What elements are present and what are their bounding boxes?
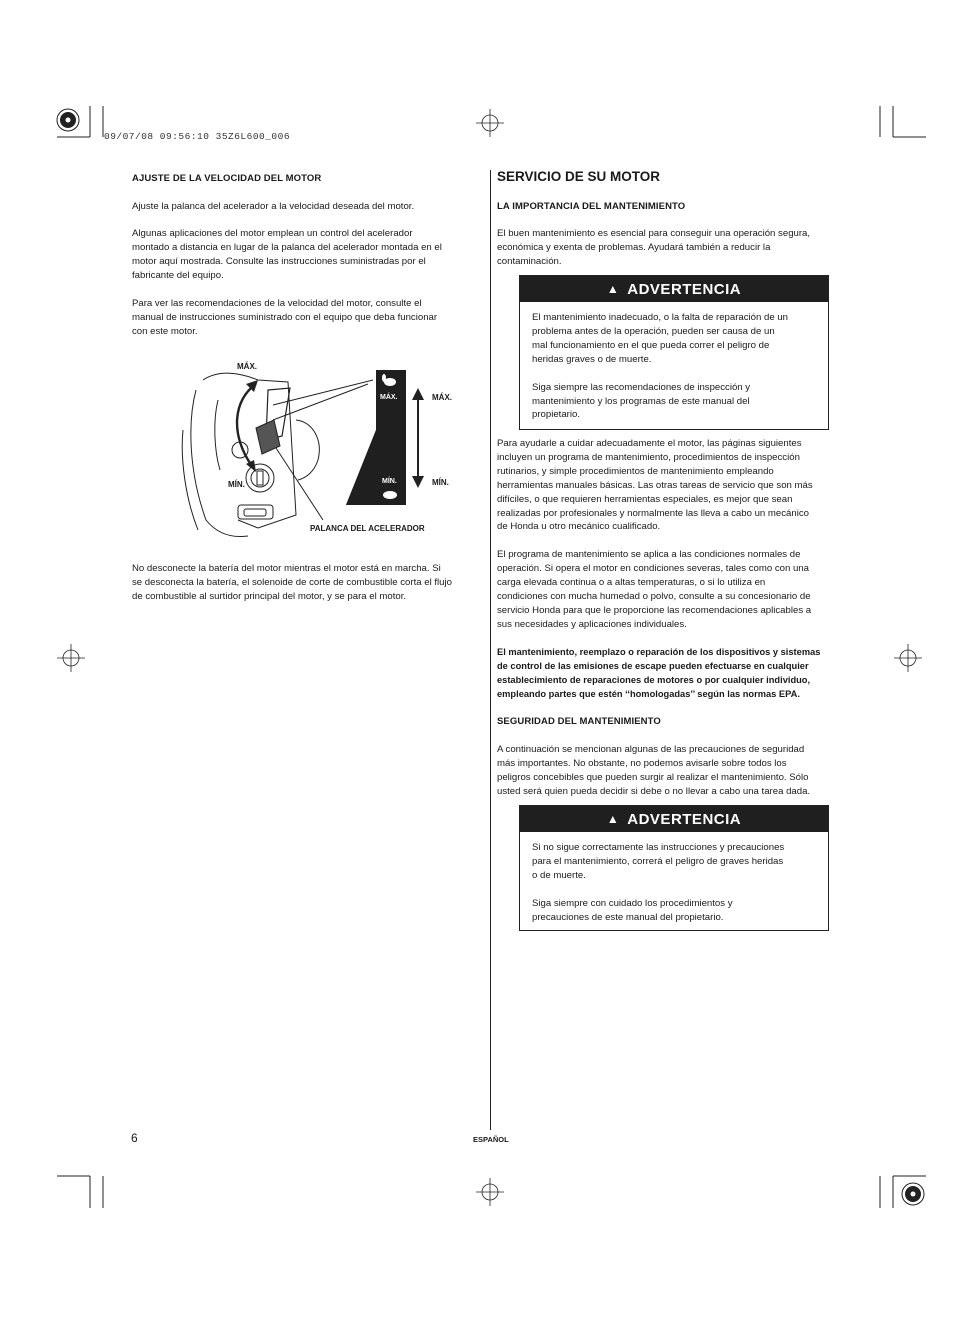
maintenance-safety-heading: SEGURIDAD DEL MANTENIMIENTO [497,716,661,727]
fig-min-right-label: MÍN. [432,478,449,487]
warning-title-2: ADVERTENCIA [627,810,742,828]
engine-speed-heading: AJUSTE DE LA VELOCIDAD DEL MOTOR [132,173,322,184]
section-title: SERVICIO DE SU MOTOR [497,169,661,184]
fig-max-left-label: MÁX. [237,362,257,371]
right-paragraph-5: A continuación se mencionan algunas de las precauciones de seguridad más importantes. No obstante, no podemos avisarle sobre todos los peligros concebibles que pueden surgir al realizar el mantenimiento. Sólo usted será quien pueda decidir si debe o no llevar a cabo una tarea dada. [497,744,811,797]
emissions-notice: El mantenimiento, reemplazo o reparación de los dispositivos y sistemas de control de las emisiones de escape pueden efectuarse en cualquier establecimiento de reparaciones de motores o por cualquier individuo, empleando partes que estén ‘‘homologadas’’ según las normas EPA. [497,647,821,699]
fig-min-left-label: MÍN. [228,480,245,489]
plate-min-label: MÍN. [382,478,397,485]
warning-body-1 [520,302,828,430]
right-paragraph-3: El programa de mantenimiento se aplica a las condiciones normales de operación. Si opera el motor en condiciones severas, tales como con una carga elevada continua o a altas temperaturas, o si lo utiliza en condiciones con mucha humedad o polvo, consulte a su concesionario de servicio Honda para que le proporcione las recomendaciones aplicables a sus necesidades y aplicaciones individuales. [497,549,812,630]
language-label: ESPAÑOL [473,1135,509,1144]
warning-triangle-icon: ▲ [606,282,620,296]
left-paragraph-3: Para ver las recomendaciones de la velocidad del motor, consulte el manual de instrucciones suministrado con el equipo que deba funcionar con este motor. [132,298,438,337]
warning-header-1 [520,276,828,302]
throttle-lever-label: PALANCA DEL ACELERADOR [310,524,425,533]
left-paragraph-1: Ajuste la palanca del acelerador a la velocidad deseada del motor. [132,201,415,212]
left-paragraph-2: Algunas aplicaciones del motor emplean un control del acelerador montado a distancia en lugar de la palanca del acelerador montada en el motor aquí mostrada. Consulte las instrucciones suministradas por el fabricante del equipo. [132,228,442,281]
print-stamp: 09/07/08 09:56:10 35Z6L600_006 [104,131,291,142]
fig-max-right-label: MÁX. [432,393,452,402]
page-number: 6 [131,1131,138,1145]
warning-header-2 [520,806,828,832]
warning-body-2 [520,832,828,933]
warning-title-1: ADVERTENCIA [627,280,742,298]
plate-max-label: MÁX. [380,394,398,401]
throttle-lever-illustration [178,360,478,540]
column-divider [490,170,491,1130]
warning-box-2 [519,805,829,931]
warning1-paragraph-1: El mantenimiento inadecuado, o la falta de reparación de un problema antes de la operación, pueden ser causa de un mal funcionamiento en el que pueda correr el peligro de heridas graves o de muerte. [532,312,789,365]
left-paragraph-4: No desconecte la batería del motor mientras el motor está en marcha. Si se desconecta la batería, el solenoide de corte de combustible corta el flujo de combustible al surtidor principal del motor, y se para el motor. [132,563,452,602]
warning1-paragraph-2: Siga siempre las recomendaciones de inspección y mantenimiento y los programas de este manual del propietario. [532,381,751,421]
warning2-paragraph-2: Siga siempre con cuidado los procedimientos y precauciones de este manual del propietario. [532,897,733,923]
right-paragraph-1: El buen mantenimiento es esencial para conseguir una operación segura, económica y exenta de problemas. Ayudará también a reducir la contaminación. [497,228,811,267]
warning-box-1 [519,275,829,430]
maintenance-importance-heading: LA IMPORTANCIA DEL MANTENIMIENTO [497,201,686,212]
warning-triangle-icon: ▲ [606,812,620,826]
warning2-paragraph-1: Si no sigue correctamente las instrucciones y precauciones para el mantenimiento, correrá el peligro de graves heridas o de muerte. [532,842,785,881]
right-paragraph-2: Para ayudarle a cuidar adecuadamente el motor, las páginas siguientes incluyen un programa de mantenimiento, procedimientos de inspección rutinarios, y simple procedimientos de mantenimiento empleando herramientas manuales básicas. Las otras tareas de servicio que son más difíciles, o que requieren herramientas especiales, es mejor que sean realizadas por profesionales y normalmente las lleva a cabo un mecánico de Honda u otro mecánico cualificado. [497,438,813,533]
